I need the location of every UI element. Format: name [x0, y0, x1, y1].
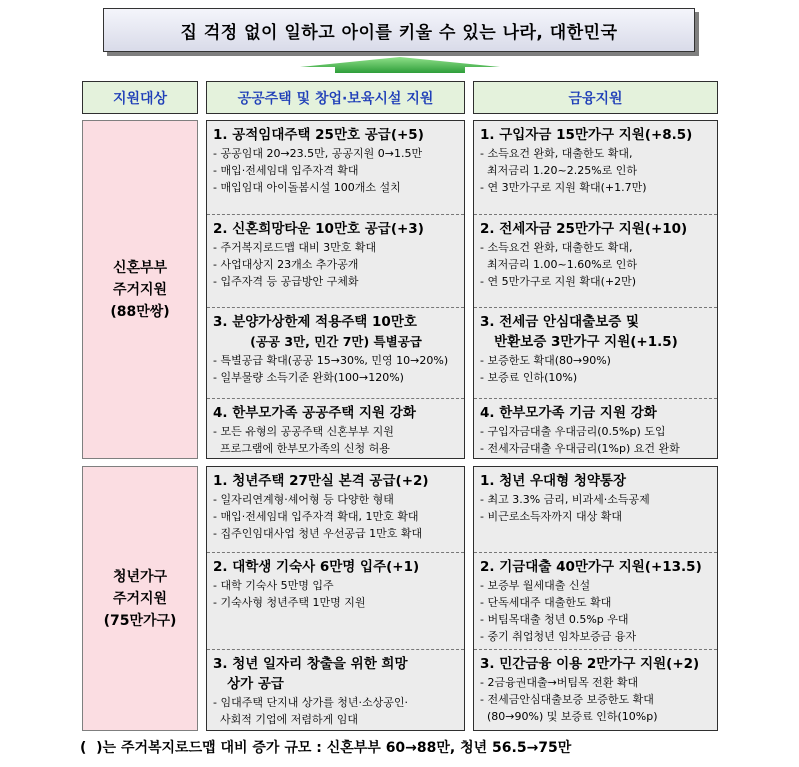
section-item: - 특별공급 확대(공공 15→30%, 민영 10→20%): [213, 354, 449, 367]
footer-note: ( )는 주거복지로드맵 대비 증가 규모 : 신혼부부 60→88만, 청년 56.5→75만: [80, 740, 572, 756]
section-item: - 집주인임대사업 청년 우선공급 1만호 확대: [213, 527, 423, 540]
section-item: - 매입·전세임대 입주자격 확대, 1만호 확대: [213, 510, 419, 523]
section-item: - 연 3만가구로 지원 확대(+1.7만): [480, 181, 647, 194]
target-label: 신혼부부: [112, 259, 168, 276]
target-label: 주거지원: [112, 590, 168, 607]
section-item: - 공공임대 20→23.5만, 공공지원 0→1.5만: [213, 147, 423, 160]
section-title: 4. 한부모가족 공공주택 지원 강화: [213, 405, 416, 421]
section-item: - 보증료 인하(10%): [480, 371, 578, 384]
housing-section: [207, 214, 464, 307]
section-item: - 주거복지로드맵 대비 3만호 확대: [213, 241, 377, 254]
section-item: - 일부물량 소득기준 완화(100→120%): [213, 371, 404, 384]
section-item: - 중기 취업청년 임차보증금 융자: [480, 630, 637, 643]
section-item: 사회적 기업에 저렴하게 임대: [213, 713, 358, 726]
up-arrow-icon: [300, 57, 500, 73]
section-title-cont: 반환보증 3만가구 지원(+1.5): [480, 334, 678, 350]
section-item: - 일자리연계형·셰어형 등 다양한 형태: [213, 493, 394, 506]
section-item: 프로그램에 한부모가족의 신청 허용: [213, 442, 390, 455]
section-item: - 단독세대주 대출한도 확대: [480, 596, 612, 609]
section-item: - 매입·전세임대 입주자격 확대: [213, 164, 359, 177]
header-target: 지원대상: [82, 81, 198, 114]
section-item: - 보증부 월세대출 신설: [480, 579, 591, 592]
section-item: 최저금리 1.20~2.25%로 인하: [480, 164, 638, 177]
housing-section: [207, 307, 464, 398]
section-title: 2. 전세자금 25만가구 지원(+10): [480, 221, 688, 237]
housing-section: [207, 552, 464, 649]
section-title: 3. 전세금 안심대출보증 및: [480, 314, 640, 330]
target-youth: [82, 466, 198, 731]
section-subtitle: (공공 3만, 민간 7만) 특별공급: [250, 334, 422, 349]
section-item: - 사업대상지 23개소 추가공개: [213, 258, 359, 271]
housing-section: [207, 467, 464, 552]
section-title-cont: 상가 공급: [213, 676, 284, 692]
section-item: - 대학 기숙사 5만명 입주: [213, 579, 334, 592]
header-housing: 공공주택 및 창업·보육시설 지원: [206, 81, 465, 114]
housing-panel-newlyweds: [206, 120, 465, 459]
finance-section: [474, 467, 717, 552]
section-item: - 임대주택 단지내 상가를 청년·소상공인·: [213, 696, 408, 709]
target-label: 주거지원: [112, 281, 168, 298]
section-title: 4. 한부모가족 기금 지원 강화: [480, 405, 657, 421]
section-item: - 매입임대 아이돌봄시설 100개소 설치: [213, 181, 401, 194]
housing-section: [207, 398, 464, 458]
target-label: 청년가구: [112, 568, 168, 585]
section-item: (80→90%) 및 보증료 인하(10%p): [480, 710, 658, 723]
section-item: - 연 5만가구로 지원 확대(+2만): [480, 275, 637, 288]
finance-section: [474, 121, 717, 214]
section-title: 2. 신혼희망타운 10만호 공급(+3): [213, 221, 424, 237]
section-title: 2. 기금대출 40만가구 지원(+13.5): [480, 559, 702, 575]
section-title: 1. 청년 우대형 청약통장: [480, 473, 626, 489]
page-title: 집 걱정 없이 일하고 아이를 키울 수 있는 나라, 대한민국: [103, 8, 695, 52]
target-newlyweds: [82, 120, 198, 459]
finance-section: [474, 552, 717, 649]
header-finance: 금융지원: [473, 81, 718, 114]
finance-section: [474, 214, 717, 307]
finance-section: [474, 649, 717, 730]
section-item: - 소득요건 완화, 대출한도 확대,: [480, 241, 633, 254]
finance-panel-newlyweds: [473, 120, 718, 459]
section-item: - 구입자금대출 우대금리(0.5%p) 도입: [480, 425, 666, 438]
section-title: 3. 분양가상한제 적용주택 10만호: [213, 314, 417, 330]
section-item: - 소득요건 완화, 대출한도 확대,: [480, 147, 633, 160]
housing-section: [207, 121, 464, 214]
section-title: 1. 공적임대주택 25만호 공급(+5): [213, 127, 424, 143]
section-item: - 보증한도 확대(80→90%): [480, 354, 611, 367]
section-title: 2. 대학생 기숙사 6만명 입주(+1): [213, 559, 420, 575]
section-title: 3. 청년 일자리 창출을 위한 희망: [213, 656, 408, 672]
section-item: - 버팀목대출 청년 0.5%p 우대: [480, 613, 629, 626]
section-title: 3. 민간금융 이용 2만가구 지원(+2): [480, 656, 700, 672]
section-item: - 입주자격 등 공급방안 구체화: [213, 275, 359, 288]
section-item: - 전세금안심대출보증 보증한도 확대: [480, 693, 654, 706]
section-item: - 기숙사형 청년주택 1만명 지원: [213, 596, 366, 609]
housing-section: [207, 649, 464, 730]
housing-panel-youth: [206, 466, 465, 731]
section-item: - 전세자금대출 우대금리(1%p) 요건 완화: [480, 442, 680, 455]
section-item: - 모든 유형의 공공주택 신혼부부 지원: [213, 425, 394, 438]
section-item: - 비근로소득자까지 대상 확대: [480, 510, 622, 523]
target-label: (88만쌍): [110, 303, 170, 320]
target-label: (75만가구): [103, 612, 177, 629]
section-item: 최저금리 1.00~1.60%로 인하: [480, 258, 638, 271]
finance-section: [474, 307, 717, 398]
section-title: 1. 청년주택 27만실 본격 공급(+2): [213, 473, 429, 489]
section-item: - 최고 3.3% 금리, 비과세·소득공제: [480, 493, 650, 506]
section-title: 1. 구입자금 15만가구 지원(+8.5): [480, 127, 693, 143]
finance-panel-youth: [473, 466, 718, 731]
finance-section: [474, 398, 717, 458]
section-item: - 2금융권대출→버팀목 전환 확대: [480, 676, 639, 689]
